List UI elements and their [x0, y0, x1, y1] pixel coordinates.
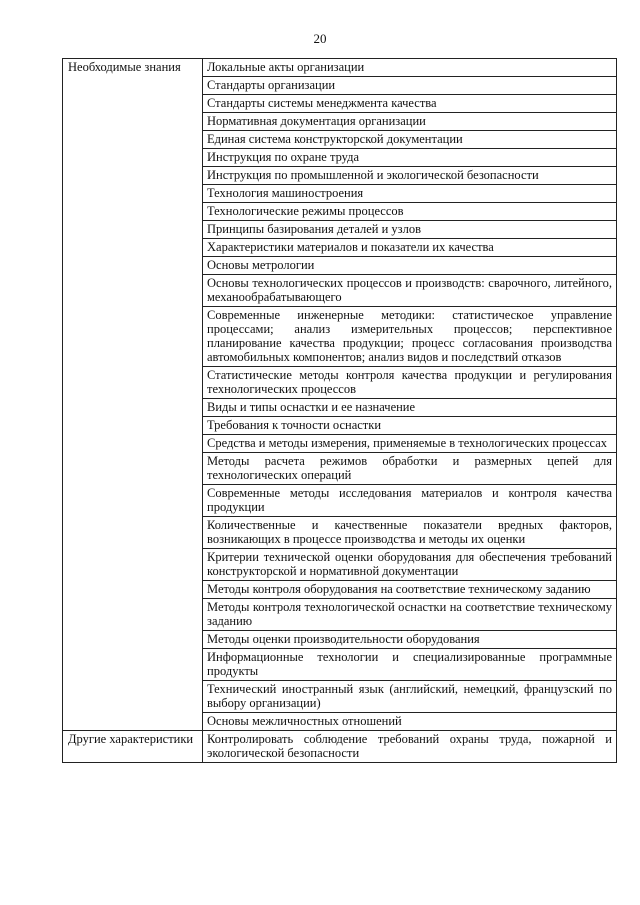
requirement-item: Технический иностранный язык (английский, немецкий, французский по выбору организации) [203, 681, 617, 713]
table-row [63, 59, 617, 77]
requirement-item: Принципы базирования деталей и узлов [203, 221, 617, 239]
requirement-item: Средства и методы измерения, применяемые в технологических процессах [203, 435, 617, 453]
requirement-item: Характеристики материалов и показатели их качества [203, 239, 617, 257]
requirement-item: Контролировать соблюдение требований охраны труда, пожарной и экологической безопасности [203, 731, 617, 763]
section-label: Необходимые знания [63, 59, 203, 731]
requirement-item: Стандарты системы менеджмента качества [203, 95, 617, 113]
section-label: Другие характеристики [63, 731, 203, 763]
requirement-item: Количественные и качественные показатели вредных факторов, возникающих в процессе производства и методы их оценки [203, 517, 617, 549]
requirement-item: Методы оценки производительности оборудования [203, 631, 617, 649]
requirement-item: Локальные акты организации [203, 59, 617, 77]
requirement-item: Инструкция по охране труда [203, 149, 617, 167]
requirement-item: Нормативная документация организации [203, 113, 617, 131]
page-number: 20 [313, 31, 327, 46]
requirement-item: Технология машиностроения [203, 185, 617, 203]
requirement-item: Основы метрологии [203, 257, 617, 275]
requirements-table-body [63, 59, 617, 763]
requirement-item: Требования к точности оснастки [203, 417, 617, 435]
requirement-item: Технологические режимы процессов [203, 203, 617, 221]
requirement-item: Статистические методы контроля качества продукции и регулирования технологических процессов [203, 367, 617, 399]
requirement-item: Критерии технической оценки оборудования для обеспечения требований конструкторской и нормативной документации [203, 549, 617, 581]
requirement-item: Виды и типы оснастки и ее назначение [203, 399, 617, 417]
requirement-item: Основы технологических процессов и производств: сварочного, литейного, механообрабатывающего [203, 275, 617, 307]
requirement-item: Инструкция по промышленной и экологической безопасности [203, 167, 617, 185]
requirement-item: Методы контроля технологической оснастки на соответствие техническому заданию [203, 599, 617, 631]
requirement-item: Современные инженерные методики: статистическое управление процессами; анализ измерительных процессов; перспективное планирование качества продукции; процесс согласования производства автомобильных компонентов; анализ видов и последствий отказов [203, 307, 617, 367]
requirement-item: Методы расчета режимов обработки и размерных цепей для технологических операций [203, 453, 617, 485]
requirements-table [62, 58, 617, 763]
requirement-item: Информационные технологии и специализированные программные продукты [203, 649, 617, 681]
table-row [63, 731, 617, 763]
requirement-item: Основы межличностных отношений [203, 713, 617, 731]
requirement-item: Методы контроля оборудования на соответствие техническому заданию [203, 581, 617, 599]
requirement-item: Современные методы исследования материалов и контроля качества продукции [203, 485, 617, 517]
requirement-item: Единая система конструкторской документации [203, 131, 617, 149]
requirement-item: Стандарты организации [203, 77, 617, 95]
